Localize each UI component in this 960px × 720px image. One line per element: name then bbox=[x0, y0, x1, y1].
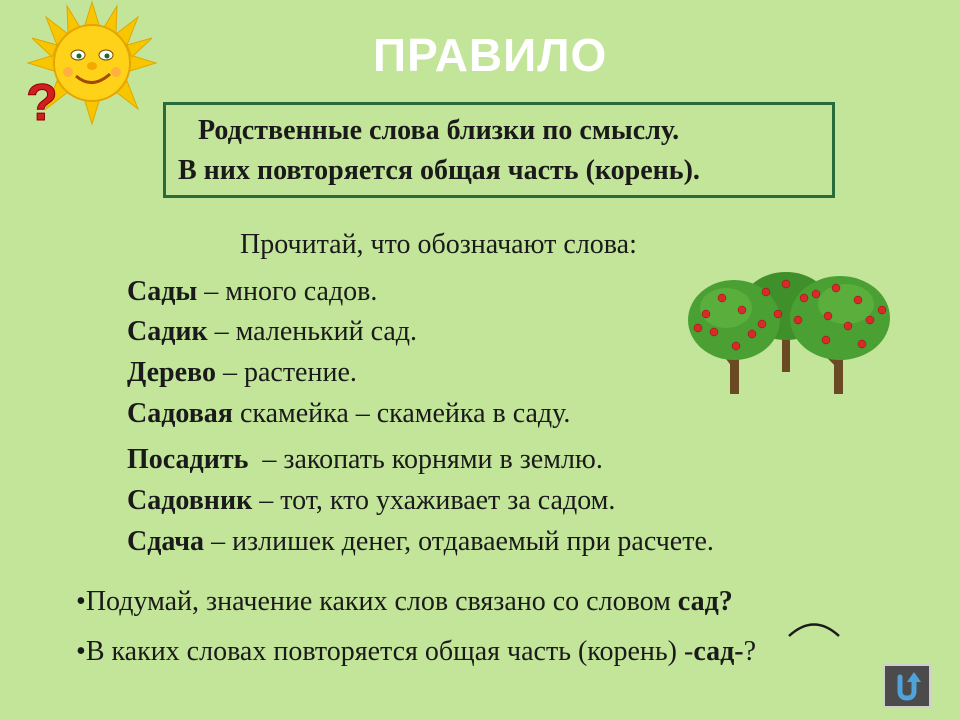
word-row-sdacha bbox=[127, 526, 714, 558]
word-term: Садовник bbox=[127, 485, 253, 516]
word-definition: скамейка – скамейка в саду. bbox=[232, 398, 571, 429]
bullet: • bbox=[76, 586, 86, 617]
back-button[interactable] bbox=[883, 664, 931, 708]
question-1-bold: сад? bbox=[677, 586, 733, 617]
root-arc-mark bbox=[786, 617, 842, 639]
word-definition: – маленький сад. bbox=[207, 316, 418, 347]
word-definition: – растение. bbox=[215, 357, 357, 388]
word-row-sadik bbox=[127, 316, 417, 348]
prompt-text: Прочитай, что обозначают слова: bbox=[240, 229, 637, 260]
word-term: Посадить bbox=[127, 444, 249, 475]
bullet: • bbox=[76, 636, 86, 667]
word-definition: – много садов. bbox=[197, 276, 378, 307]
word-term: Садик bbox=[127, 316, 208, 347]
question-1 bbox=[76, 586, 733, 618]
word-row-posadit bbox=[127, 444, 603, 476]
word-definition: – тот, кто ухаживает за садом. bbox=[252, 485, 616, 516]
question-2-bold: сад- bbox=[693, 636, 744, 667]
word-term: Сады bbox=[127, 276, 198, 307]
question-1-text: Подумай, значение каких слов связано со словом bbox=[85, 586, 678, 617]
word-term: Садовая bbox=[127, 398, 233, 429]
word-row-sady bbox=[127, 276, 377, 308]
word-term: Дерево bbox=[127, 357, 216, 388]
word-row-sadovaya bbox=[127, 398, 570, 430]
question-mark-icon bbox=[24, 72, 58, 128]
question-2-text: В каких словах повторяется общая часть (корень) - bbox=[85, 636, 694, 667]
word-definition: – излишек денег, отдаваемый при расчете. bbox=[204, 526, 714, 557]
return-arrow-icon bbox=[890, 671, 924, 701]
question-2 bbox=[76, 636, 756, 668]
word-term: Сдача bbox=[127, 526, 205, 557]
rule-line-1: Родственные слова близки по смыслу. bbox=[198, 115, 680, 146]
question-2-tail: ? bbox=[743, 636, 757, 667]
apple-trees-illustration bbox=[686, 270, 896, 398]
rule-line-2: В них повторяется общая часть (корень). bbox=[178, 155, 700, 186]
word-definition: – закопать корнями в землю. bbox=[248, 444, 603, 475]
word-row-sadovnik bbox=[127, 485, 615, 517]
word-row-derevo bbox=[127, 357, 357, 389]
svg-text:?: ? bbox=[26, 74, 58, 128]
slide-title: ПРАВИЛО bbox=[373, 29, 608, 81]
